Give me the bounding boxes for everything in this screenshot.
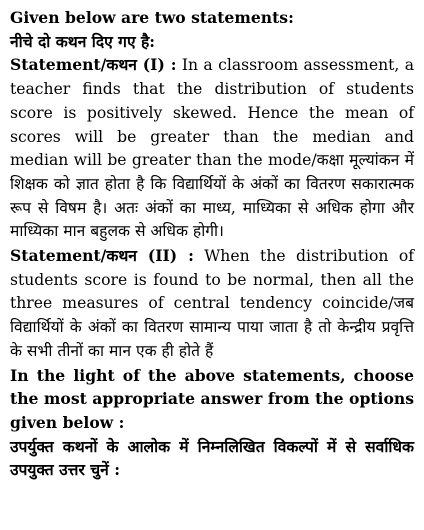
- intro-english: Given below are two statements:: [10, 8, 294, 27]
- statement-2-text: When the distribution of students score is found to be normal, then all the three measures of central tendency coincide/जब विद्यार्थियों के अंकों का वितरण सामान्य पाया जाता है तो केन्द्रीय प्रवृत्ति के सभी तीनों का मान एक ही होते हैं: [10, 247, 414, 360]
- statement-2: [10, 244, 414, 364]
- statement-1: [10, 53, 414, 244]
- statement-1-text: In a classroom assessment, a teacher finds that the distribution of students score is positively skewed. Hence the mean of scores will be greater than the median and median will be greater than the mode/कक्षा मूल्यांकन में शिक्षक को ज्ञात होता है कि विद्यार्थियों के अंकों का वितरण सकारात्मक रूप से विषम है। अतः अंकों का माध्य, माध्यिका से अधिक होगा और माध्यिका मान बहुलक से अधिक होगी।: [10, 56, 415, 241]
- intro-hindi: नीचे दो कथन दिए गए है:: [10, 31, 156, 51]
- statement-1-label: Statement/कथन (I) :: [10, 55, 177, 75]
- instruction-hindi: उपर्युक्त कथनों के आलोक में निम्नलिखित विकल्पों में से सर्वाधिक उपयुक्त उत्तर चुनें :: [10, 436, 414, 480]
- instruction-english: In the light of the above statements, choose the most appropriate answer from the options given below :: [10, 365, 414, 432]
- statement-2-label: Statement/कथन (II) :: [10, 246, 194, 266]
